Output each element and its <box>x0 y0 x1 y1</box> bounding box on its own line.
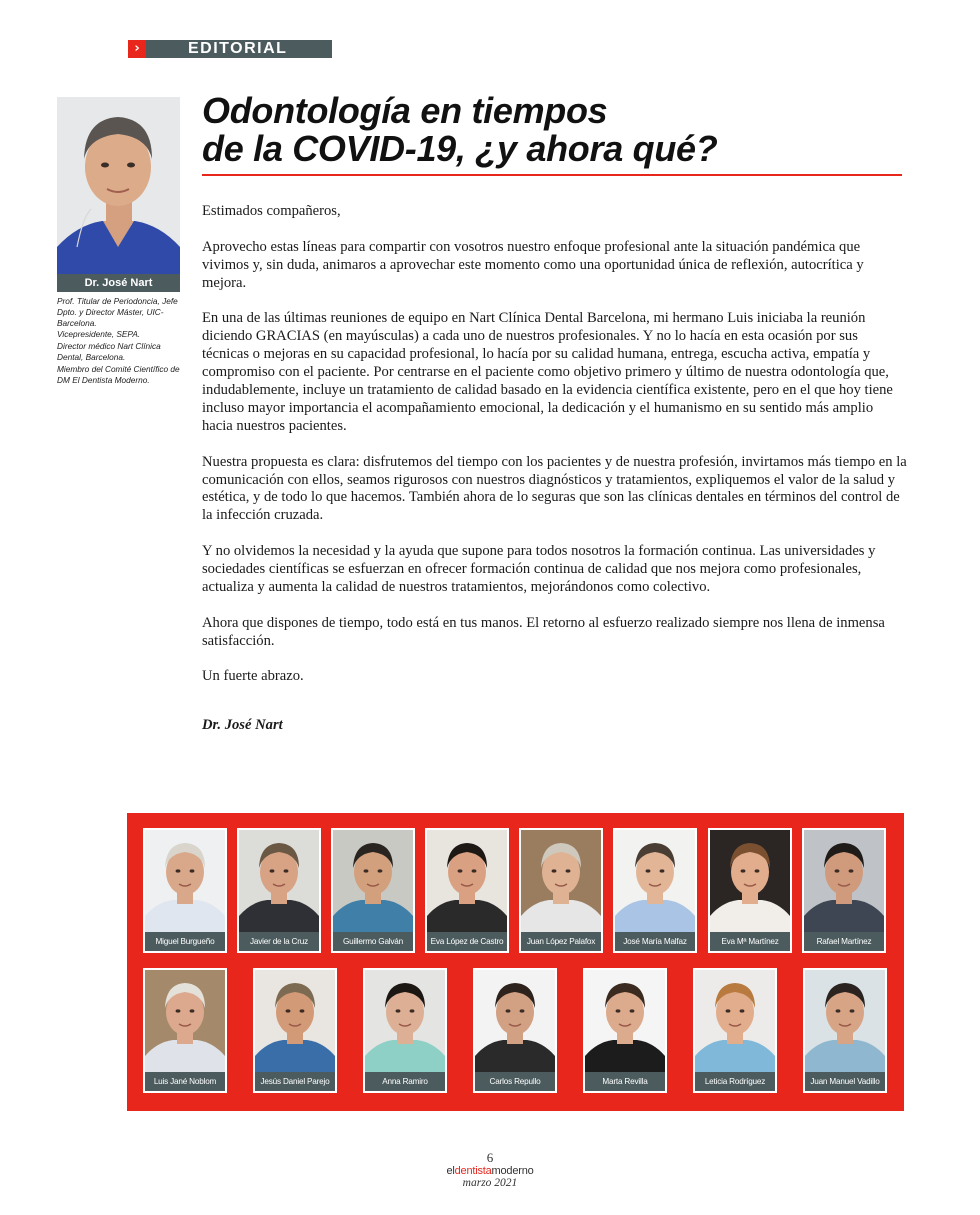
member-name: Anna Ramiro <box>365 1072 445 1091</box>
author-bio-line: Vicepresidente, SEPA. <box>57 329 141 340</box>
member-photo <box>145 970 225 1072</box>
member-name: Juan López Palafox <box>521 932 601 951</box>
committee-member-card <box>143 968 227 1093</box>
issue-date: marzo 2021 <box>462 1177 518 1189</box>
article-paragraph: Nuestra propuesta es clara: disfrutemos del tiempo con los pacientes y de nuestra profesión, invirtamos más tiempo en la comunicación con ellos, seamos rigurosos con nuestros diagnósticos y tratamientos, expliquemos el valor de la salud y estética, y de todo lo que hacemos. También ahora de lo seguras que son las clínicas dentales en términos del control de la infección cruzada. <box>202 453 907 524</box>
member-name: Jesús Daniel Parejo <box>255 1072 335 1091</box>
member-photo <box>521 830 601 932</box>
member-photo <box>255 970 335 1072</box>
member-name: Miguel Burgueño <box>145 932 225 951</box>
committee-member-card <box>693 968 777 1093</box>
member-photo <box>804 830 884 932</box>
member-photo <box>145 830 225 932</box>
author-bio <box>57 296 183 386</box>
article-paragraph: Estimados compañeros, <box>202 203 341 219</box>
member-photo <box>585 970 665 1072</box>
member-name: Juan Manuel Vadillo <box>805 1072 885 1091</box>
article-title-line: Odontología en tiempos <box>202 90 608 131</box>
article-paragraph: En una de las últimas reuniones de equipo en Nart Clínica Dental Barcelona, mi hermano Luis iniciaba la reunión diciendo GRACIAS (en mayúsculas) a cada uno de nuestros profesionales. Y no lo hacía en esta ocasión por sus técnicas o mejoras en su capacidad profesional, lo hacía por su calidad humana, entrega, escucha activa, empatía y compromiso con el paciente. Por centrarse en el paciente como objetivo primero y último de nuestra odontología que, indudablemente, incluye un tratamiento de calidad basado en la evidencia científica existente, pero en el que hoy tiene incluso mayor importancia el acompañamiento emocional, la dedicación y el humanismo en su sentido más amplio hacia nuestros pacientes. <box>202 310 893 434</box>
article-title <box>202 92 902 168</box>
committee-member-card <box>583 968 667 1093</box>
section-label: EDITORIAL <box>146 40 332 58</box>
member-photo <box>805 970 885 1072</box>
member-photo <box>695 970 775 1072</box>
member-photo <box>475 970 555 1072</box>
member-name: Marta Revilla <box>585 1072 665 1091</box>
author-name: Dr. José Nart <box>57 274 180 292</box>
magazine-logo <box>400 1165 580 1177</box>
member-name: Leticia Rodríguez <box>695 1072 775 1091</box>
member-name: Javier de la Cruz <box>239 932 319 951</box>
author-photo <box>57 97 180 277</box>
brand-part: el <box>446 1165 455 1177</box>
author-bio-line: Prof. Titular de Periodoncia, Jefe Dpto. y Director Máster, UIC-Barcelona. <box>57 296 178 328</box>
committee-member-card <box>802 828 886 953</box>
member-name: Eva López de Castro <box>427 932 507 951</box>
article-paragraph: Ahora que dispones de tiempo, todo está en tus manos. El retorno al esfuerzo realizado siempre nos llena de inmensa satisfacción. <box>202 614 885 649</box>
article-body <box>202 203 907 704</box>
article-paragraph: Y no olvidemos la necesidad y la ayuda que supone para todos nosotros la formación continua. Las universidades y sociedades científicas se esfuerzan en ofrecer formación continua de calidad que nos mejora como profesionales, actualiza y aumenta la calidad de nuestros tratamientos, mejorándonos como colectivo. <box>202 543 876 595</box>
member-photo <box>615 830 695 932</box>
signature: Dr. José Nart <box>202 717 283 733</box>
article-title-line: de la COVID-19, ¿y ahora qué? <box>202 128 718 169</box>
member-photo <box>239 830 319 932</box>
member-photo <box>710 830 790 932</box>
article-paragraph: Aprovecho estas líneas para compartir con vosotros nuestro enfoque profesional ante la situación pandémica que vivimos y, sin duda, animaros a aprovechar este momento como una oportunidad única de reflexión, autocrítica y mejora. <box>202 238 864 291</box>
article-paragraph: Un fuerte abrazo. <box>202 668 304 685</box>
member-name: Rafael Martínez <box>804 932 884 951</box>
committee-member-card <box>519 828 603 953</box>
title-divider <box>202 174 902 176</box>
member-photo <box>333 830 413 932</box>
author-bio-line: Miembro del Comité Científico de DM El Dentista Moderno. <box>57 363 180 385</box>
section-header <box>128 40 332 58</box>
committee-member-card <box>331 828 415 953</box>
author-bio-line: Director médico Nart Clínica Dental, Barcelona. <box>57 341 161 362</box>
committee-member-card <box>363 968 447 1093</box>
member-photo <box>427 830 507 932</box>
brand-part: moderno <box>491 1165 534 1177</box>
committee-member-card <box>237 828 321 953</box>
page-footer <box>400 1151 580 1189</box>
committee-member-card <box>143 828 227 953</box>
member-name: José María Malfaz <box>615 932 695 951</box>
member-name: Luis Jané Noblom <box>145 1072 225 1091</box>
committee-member-card <box>803 968 887 1093</box>
member-name: Guillermo Galván <box>333 932 413 951</box>
committee-member-card <box>253 968 337 1093</box>
member-name: Eva Mª Martínez <box>710 932 790 951</box>
brand-part: dentista <box>454 1165 492 1177</box>
page-number: 6 <box>486 1150 494 1165</box>
member-photo <box>365 970 445 1072</box>
committee-panel <box>127 813 904 1111</box>
member-name: Carlos Repullo <box>475 1072 555 1091</box>
committee-member-card <box>613 828 697 953</box>
committee-member-card <box>708 828 792 953</box>
committee-member-card <box>473 968 557 1093</box>
chevron-right-icon: › <box>128 40 146 58</box>
committee-member-card <box>425 828 509 953</box>
